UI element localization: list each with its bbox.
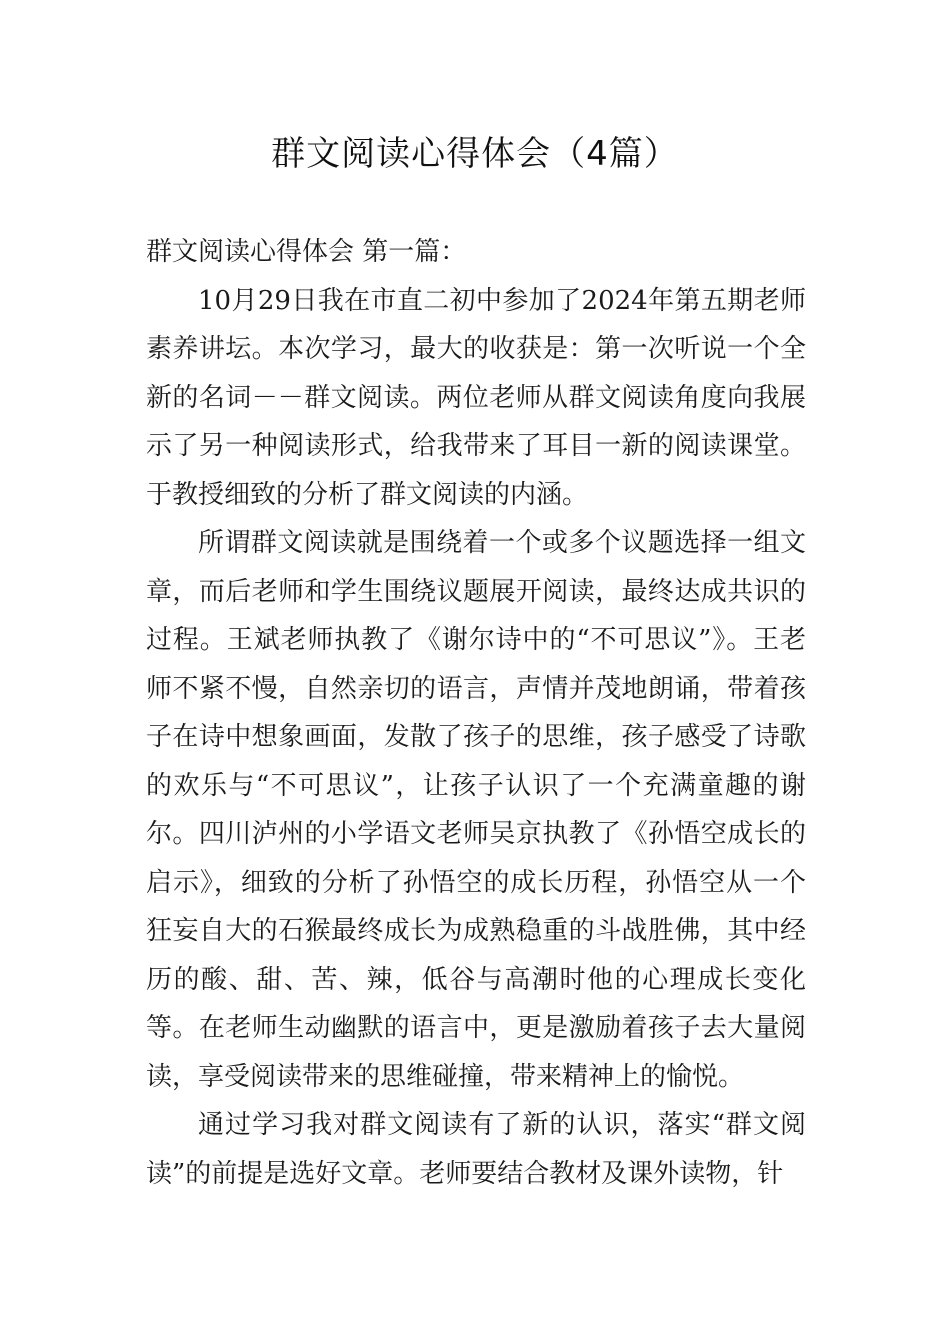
- paragraph-3: 通过学习我对群文阅读有了新的认识，落实“群文阅读”的前提是选好文章。老师要结合教材及课外读物，针: [146, 1110, 806, 1189]
- document-title: 群文阅读心得体会（4篇）: [271, 134, 679, 174]
- paragraph-2: 所谓群文阅读就是围绕着一个或多个议题选择一组文章，而后老师和学生围绕议题展开阅读，最终达成共识的过程。王斌老师执教了《谢尔诗中的“不可思议”》。王老师不紧不慢，自然亲切的语言，声情并茂地朗诵，带着孩子在诗中想象画面，发散了孩子的思维，孩子感受了诗歌的欢乐与“不可思议”，让孩子认识了一个充满童趣的谢尔。四川泸州的小学语文老师吴京执教了《孙悟空成长的启示》，细致的分析了孙悟空的成长历程，孙悟空从一个狂妄自大的石猴最终成长为成熟稳重的斗战胜佛，其中经历的酸、甜、苦、辣，低谷与高潮时他的心理成长变化等。在老师生动幽默的语言中，更是激励着孩子去大量阅读，享受阅读带来的思维碰撞，带来精神上的愉悦。: [146, 528, 806, 1092]
- section-heading: 群文阅读心得体会 第一篇：: [146, 237, 467, 267]
- paragraph-1: 10月29日我在市直二初中参加了2024年第五期老师素养讲坛。本次学习，最大的收获是：第一次听说一个全新的名词－－群文阅读。两位老师从群文阅读角度向我展示了另一种阅读形式，给我带来了耳目一新的阅读课堂。于教授细致的分析了群文阅读的内涵。: [146, 285, 806, 510]
- document-body: [146, 228, 806, 1198]
